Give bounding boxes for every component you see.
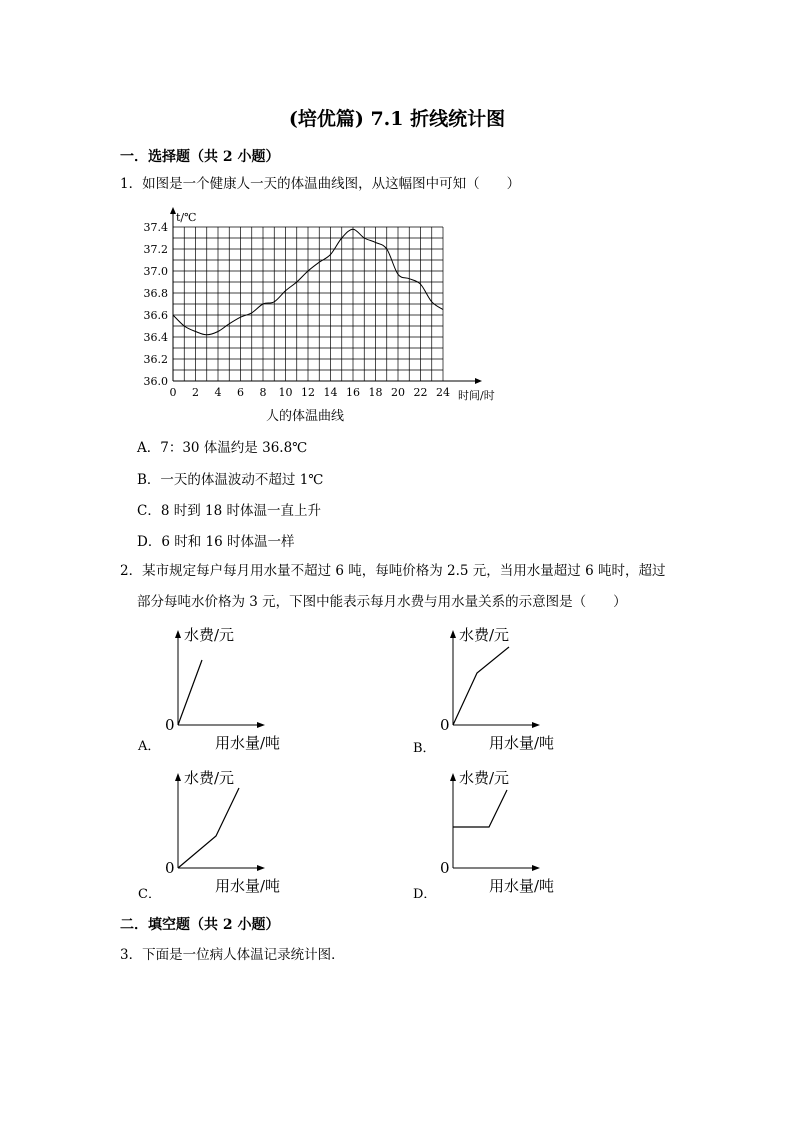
graph-c-x-arrow (257, 865, 265, 871)
water-fee-graph-d[interactable] (410, 763, 580, 898)
graph-d-x-arrow (532, 865, 540, 871)
graph-b-letter: B． (413, 741, 436, 755)
question-2-stem-line-1: 2．某市规定每户每月用水量不超过 6 吨，每吨价格为 2.5 元，当用水量超过 6 吨时，超过 (120, 563, 666, 579)
graph-b-x-label: 用水量/吨 (489, 734, 555, 752)
section-heading-fill: 二．填空题（共 2 小题） (120, 917, 280, 933)
graph-d-line (453, 790, 507, 827)
chart-x-axis-label: 时间/时 (458, 389, 495, 402)
graph-c-y-arrow (175, 773, 181, 781)
y-tick-label: 36.0 (143, 375, 168, 388)
chart-title: 人的体温曲线 (265, 409, 345, 424)
x-tick-label: 16 (346, 386, 360, 399)
x-tick-label: 2 (192, 386, 199, 399)
graph-a-x-arrow (257, 722, 265, 728)
water-fee-graph-c[interactable] (135, 763, 305, 898)
x-tick-label: 14 (323, 386, 338, 399)
chart-axes (170, 207, 482, 384)
y-tick-label: 36.6 (143, 309, 168, 322)
page-title: (培优篇) 7.1 折线统计图 (288, 108, 506, 130)
question-2-stem-line-2: 部分每吨水价格为 3 元，下图中能表示每月水费与用水量关系的示意图是（ ） (137, 594, 627, 610)
x-tick-label: 18 (368, 386, 383, 399)
graph-a-y-arrow (175, 630, 181, 638)
graph-b-line (453, 647, 509, 725)
x-tick-label: 10 (278, 386, 293, 399)
chart-grid (173, 227, 443, 381)
x-tick-label: 8 (259, 386, 267, 399)
graph-a-x-label: 用水量/吨 (215, 734, 281, 752)
temperature-line-chart (130, 205, 510, 435)
graph-a-letter: A． (138, 739, 161, 754)
question-3-stem: 3．下面是一位病人体温记录统计图． (120, 947, 345, 963)
question-1-option-c[interactable]: C．8 时到 18 时体温一直上升 (137, 503, 321, 519)
x-tick-label: 6 (237, 386, 244, 399)
question-1-stem: 1．如图是一个健康人一天的体温曲线图，从这幅图中可知（ ） (120, 176, 521, 192)
y-tick-label: 36.8 (143, 287, 168, 300)
x-tick-label: 4 (214, 386, 222, 399)
graph-c-origin: 0 (165, 859, 175, 877)
y-tick-label: 37.0 (143, 265, 168, 278)
question-1-option-d[interactable]: D．6 时和 16 时体温一样 (137, 534, 295, 550)
y-tick-label: 37.2 (143, 243, 168, 256)
water-fee-graph-b[interactable] (410, 620, 580, 755)
x-tick-label: 22 (413, 386, 428, 399)
question-1-option-a[interactable]: A．7：30 体温约是 36.8℃ (137, 440, 308, 456)
graph-d-letter: D． (413, 887, 437, 898)
section-heading-choice: 一．选择题（共 2 小题） (120, 149, 280, 165)
graph-a-y-label: 水费/元 (184, 626, 235, 644)
graph-d-x-label: 用水量/吨 (489, 877, 555, 895)
water-fee-graph-a[interactable] (135, 620, 305, 755)
graph-d-y-label: 水费/元 (459, 769, 510, 787)
graph-a-line (178, 660, 202, 725)
graph-b-y-label: 水费/元 (459, 626, 510, 644)
graph-a-origin: 0 (165, 716, 175, 734)
graph-c-y-label: 水费/元 (184, 769, 235, 787)
x-tick-label: 12 (301, 386, 315, 399)
graph-c-x-label: 用水量/吨 (215, 877, 281, 895)
chart-x-axis-arrow (475, 378, 482, 384)
x-tick-label: 20 (391, 386, 405, 399)
graph-d-y-arrow (450, 773, 456, 781)
y-tick-label: 36.4 (143, 331, 168, 344)
graph-d-origin: 0 (440, 859, 450, 877)
y-tick-label: 37.4 (143, 221, 168, 234)
x-tick-label: 0 (169, 386, 177, 399)
chart-y-axis-label: t/℃ (176, 211, 197, 224)
graph-c-letter: C． (138, 887, 161, 898)
y-tick-label: 36.2 (143, 353, 168, 366)
graph-b-origin: 0 (440, 716, 450, 734)
graph-b-x-arrow (532, 722, 540, 728)
question-1-option-b[interactable]: B．一天的体温波动不超过 1℃ (137, 472, 324, 488)
graph-c-line (178, 788, 239, 868)
graph-b-y-arrow (450, 630, 456, 638)
x-tick-label: 24 (436, 386, 450, 399)
